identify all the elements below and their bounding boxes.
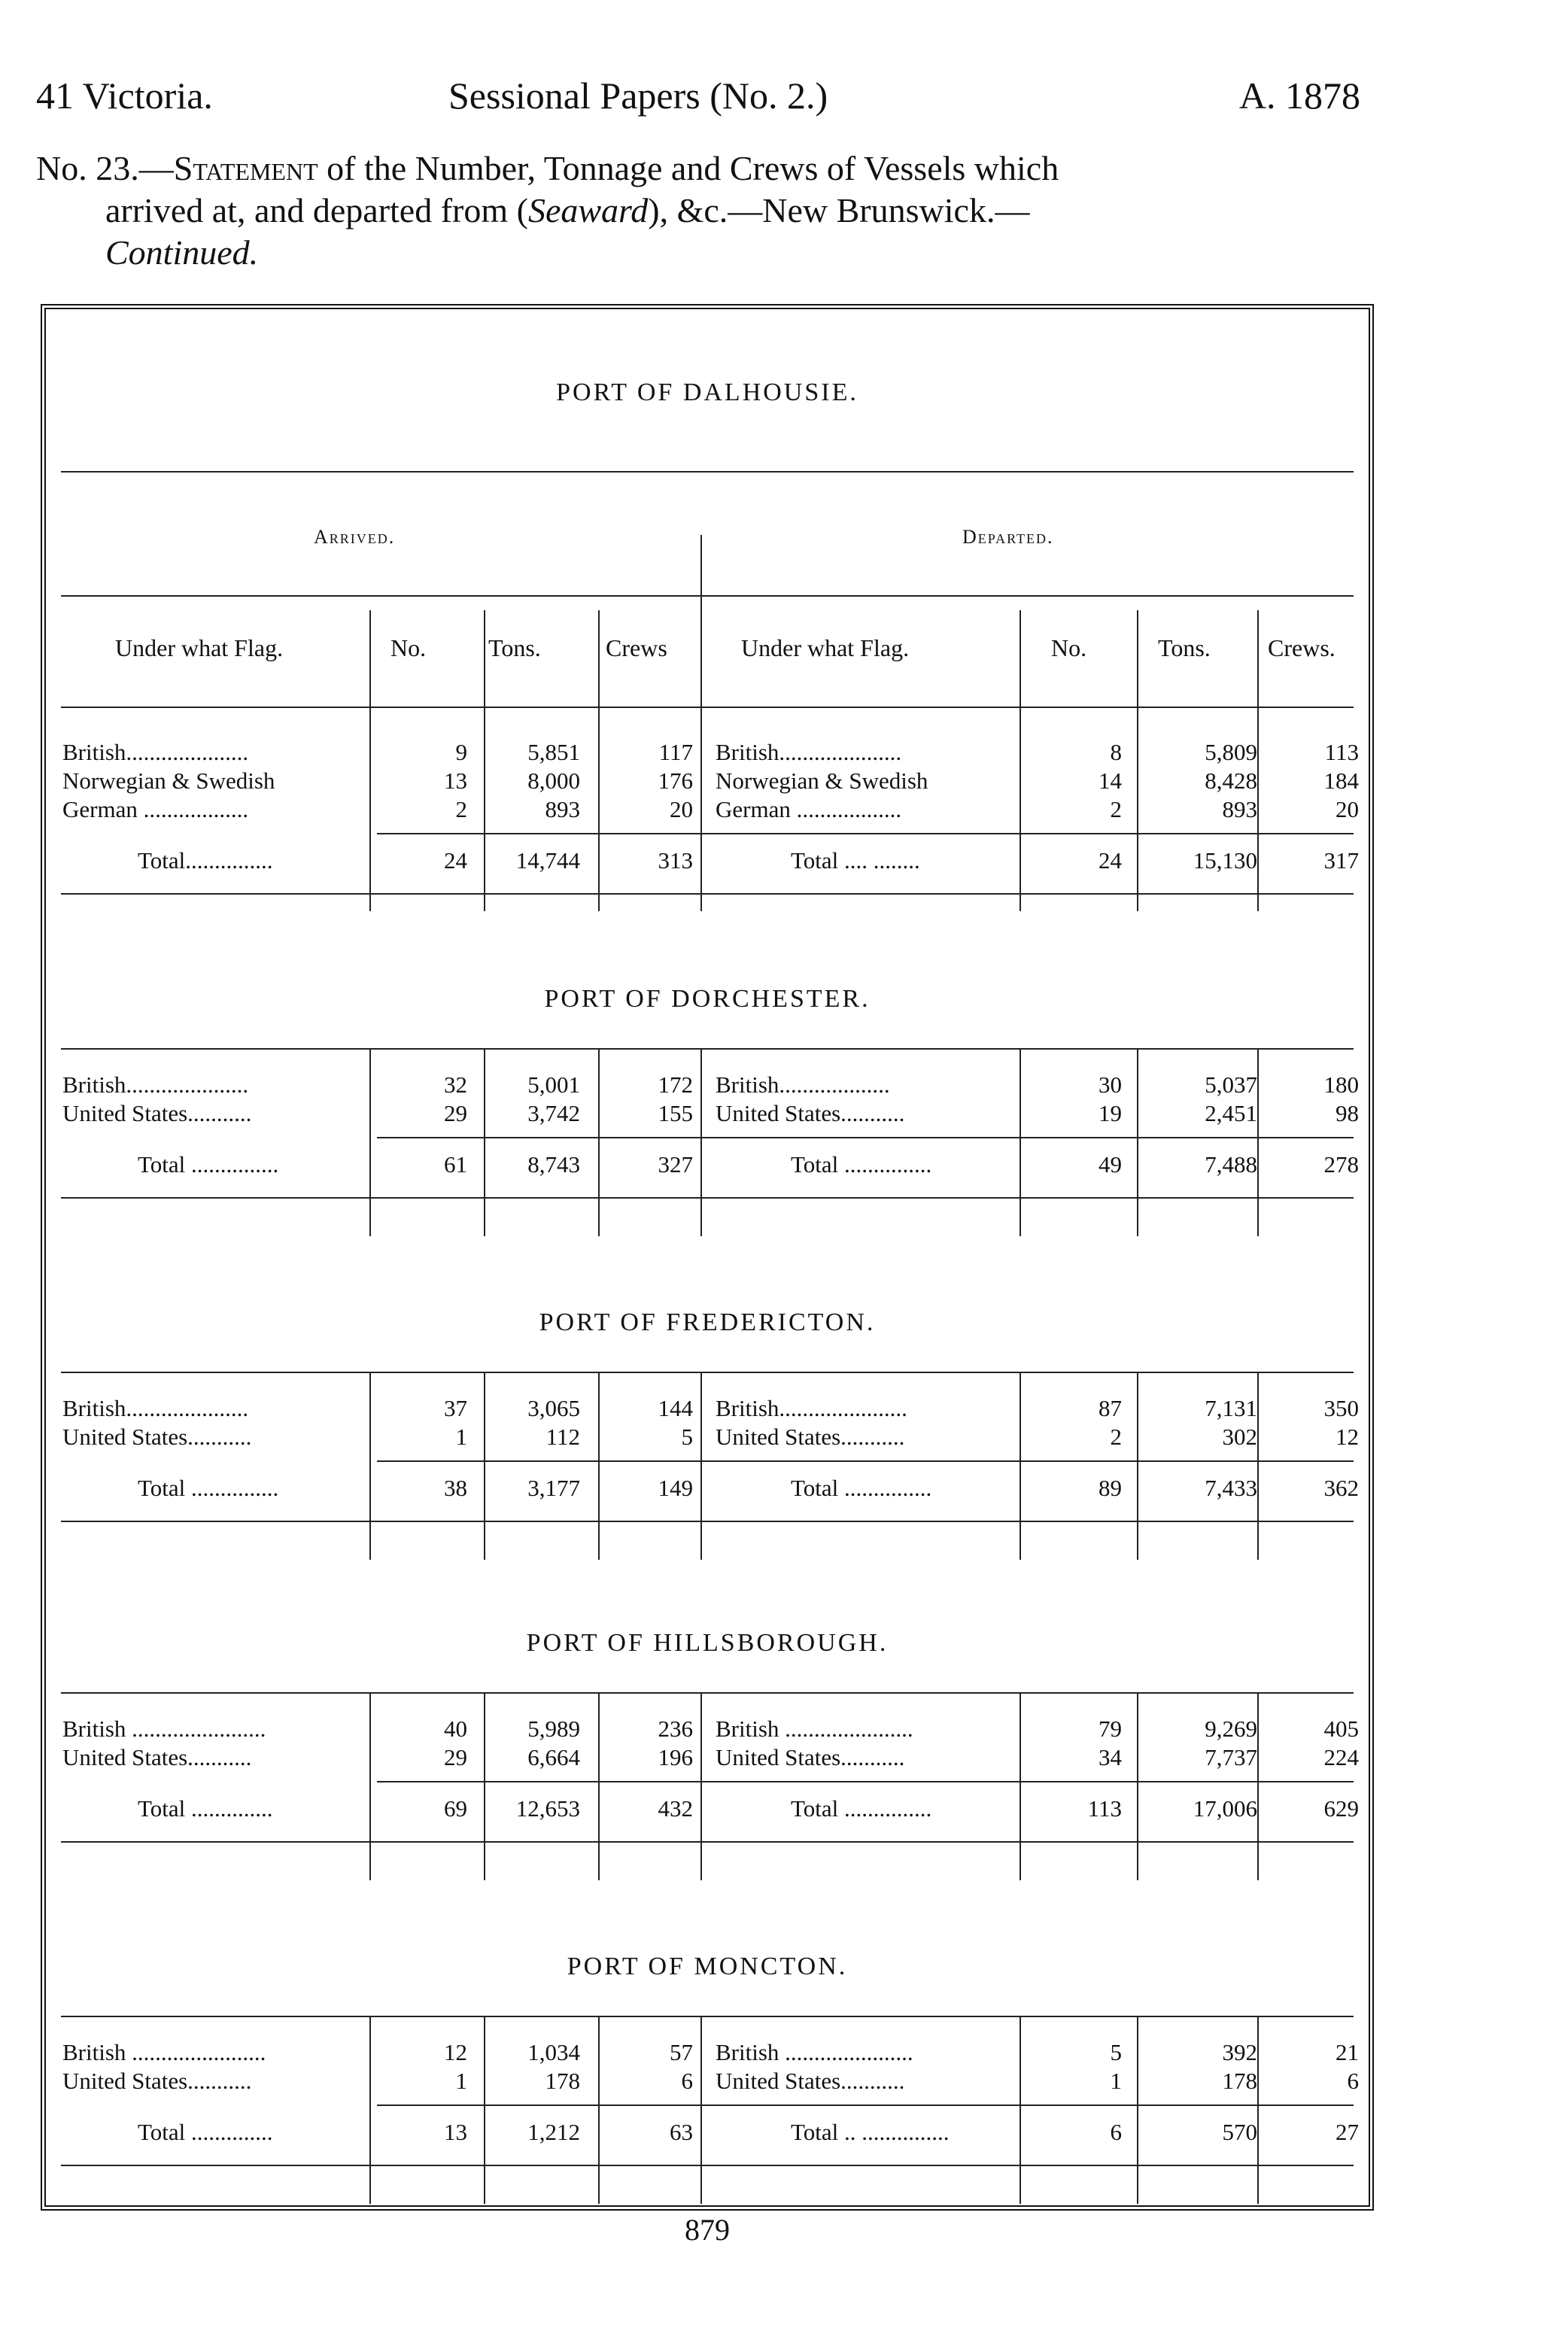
number-cell: 29 — [444, 1100, 467, 1126]
total-label: Total .. ............... — [791, 2119, 950, 2145]
flag-cell: British..................... — [62, 1395, 249, 1421]
flag-cell: German .................. — [716, 796, 902, 822]
number-cell: 1 — [1110, 2068, 1122, 2094]
port-section — [46, 937, 1369, 1253]
total-tons: 12,653 — [515, 1795, 580, 1822]
flag-cell: United States........... — [716, 1744, 905, 1770]
crews-cell: 21 — [1336, 2039, 1359, 2065]
table-row — [46, 1423, 1369, 1451]
ports-table-frame — [41, 304, 1374, 2211]
total-tons: 1,212 — [527, 2119, 580, 2145]
table-row — [46, 1071, 1369, 1099]
statement-word: Statement — [173, 149, 318, 187]
tons-cell: 178 — [1222, 2068, 1257, 2094]
tons-cell: 1,034 — [527, 2039, 580, 2065]
total-label: Total ............... — [138, 1151, 279, 1178]
flag-cell: United States........... — [716, 1100, 905, 1126]
total-label: Total ............... — [791, 1795, 932, 1822]
tons-cell: 5,851 — [527, 739, 580, 765]
tons-cell: 6,664 — [527, 1744, 580, 1770]
crews-cell: 5 — [681, 1424, 693, 1450]
total-tons: 7,488 — [1205, 1151, 1257, 1178]
divider — [61, 1692, 1354, 1694]
running-header — [36, 74, 1360, 119]
crews-cell: 57 — [670, 2039, 693, 2065]
section-rule — [61, 1197, 1354, 1199]
number-cell: 2 — [1110, 1424, 1122, 1450]
total-number: 6 — [1110, 2119, 1122, 2145]
number-cell: 87 — [1099, 1395, 1122, 1421]
number-cell: 12 — [444, 2039, 467, 2065]
column-header-tons: Tons. — [488, 634, 541, 661]
crews-cell: 144 — [658, 1395, 693, 1421]
crews-cell: 224 — [1323, 1744, 1359, 1770]
page-number: 879 — [685, 2213, 730, 2247]
number-cell: 9 — [455, 739, 467, 765]
divider — [61, 2016, 1354, 2017]
arrived-label: Arrived. — [314, 526, 396, 548]
total-tons: 570 — [1222, 2119, 1257, 2145]
tons-cell: 5,989 — [527, 1715, 580, 1742]
divider — [61, 707, 1354, 708]
flag-cell: British ...................... — [716, 1715, 913, 1742]
tons-cell: 893 — [545, 796, 580, 822]
column-header-no: No. — [1051, 634, 1087, 661]
statement-line-2-a: arrived at, and departed from ( — [105, 191, 528, 229]
number-cell: 19 — [1099, 1100, 1122, 1126]
total-crews: 278 — [1323, 1151, 1359, 1178]
total-crews: 27 — [1336, 2119, 1359, 2145]
total-label: Total ............... — [791, 1151, 932, 1178]
statement-continued: Continued. — [105, 233, 259, 272]
flag-cell: United States........... — [716, 2068, 905, 2094]
number-cell: 40 — [444, 1715, 467, 1742]
total-number: 89 — [1099, 1475, 1122, 1501]
table-row — [46, 2038, 1369, 2067]
flag-cell: British................... — [716, 1071, 890, 1098]
total-rule — [377, 833, 1354, 834]
crews-cell: 405 — [1323, 1715, 1359, 1742]
header-title: Sessional Papers (No. 2.) — [448, 74, 828, 117]
flag-cell: German .................. — [62, 796, 249, 822]
statement-line-3 — [36, 232, 1375, 274]
table-row — [46, 738, 1369, 767]
statement-line-2-b: ), &c.—New Brunswick.— — [648, 191, 1030, 229]
total-label: Total ............... — [791, 1475, 932, 1501]
total-crews: 149 — [658, 1475, 693, 1501]
total-label: Total............... — [138, 847, 273, 874]
statement-seaward: Seaward — [527, 191, 649, 229]
flag-cell: British...................... — [716, 1395, 907, 1421]
divider — [61, 595, 1354, 597]
port-title: PORT OF DORCHESTER. — [544, 985, 871, 1013]
tons-cell: 178 — [545, 2068, 580, 2094]
flag-cell: United States........... — [62, 2068, 252, 2094]
tons-cell: 5,809 — [1205, 739, 1257, 765]
number-cell: 79 — [1099, 1715, 1122, 1742]
crews-cell: 180 — [1323, 1071, 1359, 1098]
total-rule — [377, 1460, 1354, 1462]
total-crews: 432 — [658, 1795, 693, 1822]
total-number: 13 — [444, 2119, 467, 2145]
flag-cell: United States........... — [716, 1424, 905, 1450]
tons-cell: 7,737 — [1205, 1744, 1257, 1770]
flag-cell: British ...................... — [716, 2039, 913, 2065]
table-row — [46, 1743, 1369, 1772]
port-title: PORT OF FREDERICTON. — [539, 1308, 876, 1336]
port-title: PORT OF MONCTON. — [567, 1953, 848, 1980]
total-row — [46, 846, 1369, 875]
tons-cell: 2,451 — [1205, 1100, 1257, 1126]
crews-cell: 113 — [1324, 739, 1359, 765]
total-crews: 63 — [670, 2119, 693, 2145]
table-row — [46, 1715, 1369, 1743]
table-row — [46, 2067, 1369, 2095]
tons-cell: 9,269 — [1205, 1715, 1257, 1742]
flag-cell: United States........... — [62, 1744, 252, 1770]
total-number: 24 — [1099, 847, 1122, 874]
flag-cell: Norwegian & Swedish — [716, 767, 928, 794]
total-crews: 327 — [658, 1151, 693, 1178]
total-tons: 17,006 — [1193, 1795, 1257, 1822]
tons-cell: 5,037 — [1205, 1071, 1257, 1098]
column-header-flag: Under what Flag. — [741, 634, 910, 661]
table-row — [46, 795, 1369, 824]
port-section — [46, 1581, 1369, 1897]
number-cell: 2 — [455, 796, 467, 822]
crews-cell: 176 — [658, 767, 693, 794]
tons-cell: 893 — [1222, 796, 1257, 822]
statement-line-1-rest: of the Number, Tonnage and Crews of Vessels which — [318, 149, 1059, 187]
statement-line-2 — [36, 190, 1375, 232]
crews-cell: 155 — [658, 1100, 693, 1126]
total-tons: 15,130 — [1193, 847, 1257, 874]
total-rule — [377, 1781, 1354, 1782]
flag-cell: United States........... — [62, 1100, 252, 1126]
column-header-crews: Crews. — [1268, 634, 1336, 661]
flag-cell: Norwegian & Swedish — [62, 767, 275, 794]
statement-number: No. 23.— — [36, 149, 174, 187]
column-header-no: No. — [390, 634, 427, 661]
tons-cell: 8,000 — [527, 767, 580, 794]
total-tons: 3,177 — [527, 1475, 580, 1501]
tons-cell: 3,065 — [527, 1395, 580, 1421]
number-cell: 2 — [1110, 796, 1122, 822]
crews-cell: 98 — [1336, 1100, 1359, 1126]
total-rule — [377, 1137, 1354, 1138]
port-section — [46, 1260, 1369, 1576]
crews-cell: 117 — [658, 739, 693, 765]
divider — [61, 471, 1354, 473]
total-crews: 629 — [1323, 1795, 1359, 1822]
flag-cell: British ....................... — [62, 1715, 266, 1742]
total-tons: 8,743 — [527, 1151, 580, 1178]
crews-cell: 236 — [658, 1715, 693, 1742]
crews-cell: 184 — [1323, 767, 1359, 794]
number-cell: 5 — [1110, 2039, 1122, 2065]
total-label: Total ............... — [138, 1475, 279, 1501]
number-cell: 30 — [1099, 1071, 1122, 1098]
total-tons: 7,433 — [1205, 1475, 1257, 1501]
flag-cell: British..................... — [716, 739, 902, 765]
statement-line-1 — [36, 147, 1375, 190]
crews-cell: 350 — [1323, 1395, 1359, 1421]
port-title: PORT OF HILLSBOROUGH. — [526, 1629, 889, 1657]
crews-cell: 20 — [670, 796, 693, 822]
flag-cell: British..................... — [62, 1071, 249, 1098]
total-row — [46, 1474, 1369, 1503]
number-cell: 37 — [444, 1395, 467, 1421]
column-header-crews: Crews — [606, 634, 667, 661]
total-number: 61 — [444, 1151, 467, 1178]
table-row — [46, 767, 1369, 795]
crews-cell: 6 — [1347, 2068, 1359, 2094]
divider — [61, 1372, 1354, 1373]
tons-cell: 112 — [545, 1424, 580, 1450]
tons-cell: 3,742 — [527, 1100, 580, 1126]
total-number: 49 — [1099, 1151, 1122, 1178]
column-header-tons: Tons. — [1158, 634, 1211, 661]
flag-cell: British ....................... — [62, 2039, 266, 2065]
tons-cell: 392 — [1222, 2039, 1257, 2065]
total-label: Total .... ........ — [791, 847, 920, 874]
total-crews: 313 — [658, 847, 693, 874]
total-row — [46, 1795, 1369, 1823]
crews-cell: 20 — [1336, 796, 1359, 822]
total-number: 24 — [444, 847, 467, 874]
total-label: Total .............. — [138, 1795, 273, 1822]
number-cell: 34 — [1099, 1744, 1122, 1770]
number-cell: 32 — [444, 1071, 467, 1098]
number-cell: 13 — [444, 767, 467, 794]
flag-cell: British..................... — [62, 739, 249, 765]
departed-label: Departed. — [962, 526, 1054, 548]
total-label: Total .............. — [138, 2119, 273, 2145]
tons-cell: 302 — [1222, 1424, 1257, 1450]
crews-cell: 6 — [681, 2068, 693, 2094]
total-crews: 362 — [1323, 1475, 1359, 1501]
crews-cell: 12 — [1336, 1424, 1359, 1450]
port-section — [46, 1904, 1369, 2220]
number-cell: 1 — [455, 2068, 467, 2094]
total-number: 113 — [1087, 1795, 1122, 1822]
total-crews: 317 — [1323, 847, 1359, 874]
total-row — [46, 1150, 1369, 1179]
tons-cell: 5,001 — [527, 1071, 580, 1098]
divider — [61, 1048, 1354, 1050]
tons-cell: 8,428 — [1205, 767, 1257, 794]
statement-title — [36, 147, 1375, 274]
flag-cell: United States........... — [62, 1424, 252, 1450]
section-rule — [61, 2165, 1354, 2166]
total-row — [46, 2118, 1369, 2147]
number-cell: 1 — [455, 1424, 467, 1450]
total-number: 38 — [444, 1475, 467, 1501]
tons-cell: 7,131 — [1205, 1395, 1257, 1421]
table-row — [46, 1099, 1369, 1128]
header-year: A. 1878 — [1238, 74, 1360, 117]
total-tons: 14,744 — [515, 847, 580, 874]
section-rule — [61, 893, 1354, 895]
section-rule — [61, 1841, 1354, 1843]
crews-cell: 196 — [658, 1744, 693, 1770]
crews-cell: 172 — [658, 1071, 693, 1098]
header-session: 41 Victoria. — [36, 74, 213, 117]
number-cell: 29 — [444, 1744, 467, 1770]
column-header-flag: Under what Flag. — [115, 634, 284, 661]
total-number: 69 — [444, 1795, 467, 1822]
number-cell: 8 — [1110, 739, 1122, 765]
number-cell: 14 — [1099, 767, 1122, 794]
port-title: PORT OF DALHOUSIE. — [556, 378, 858, 406]
table-row — [46, 1394, 1369, 1423]
total-rule — [377, 2104, 1354, 2106]
section-rule — [61, 1521, 1354, 1522]
port-section — [46, 309, 1369, 926]
